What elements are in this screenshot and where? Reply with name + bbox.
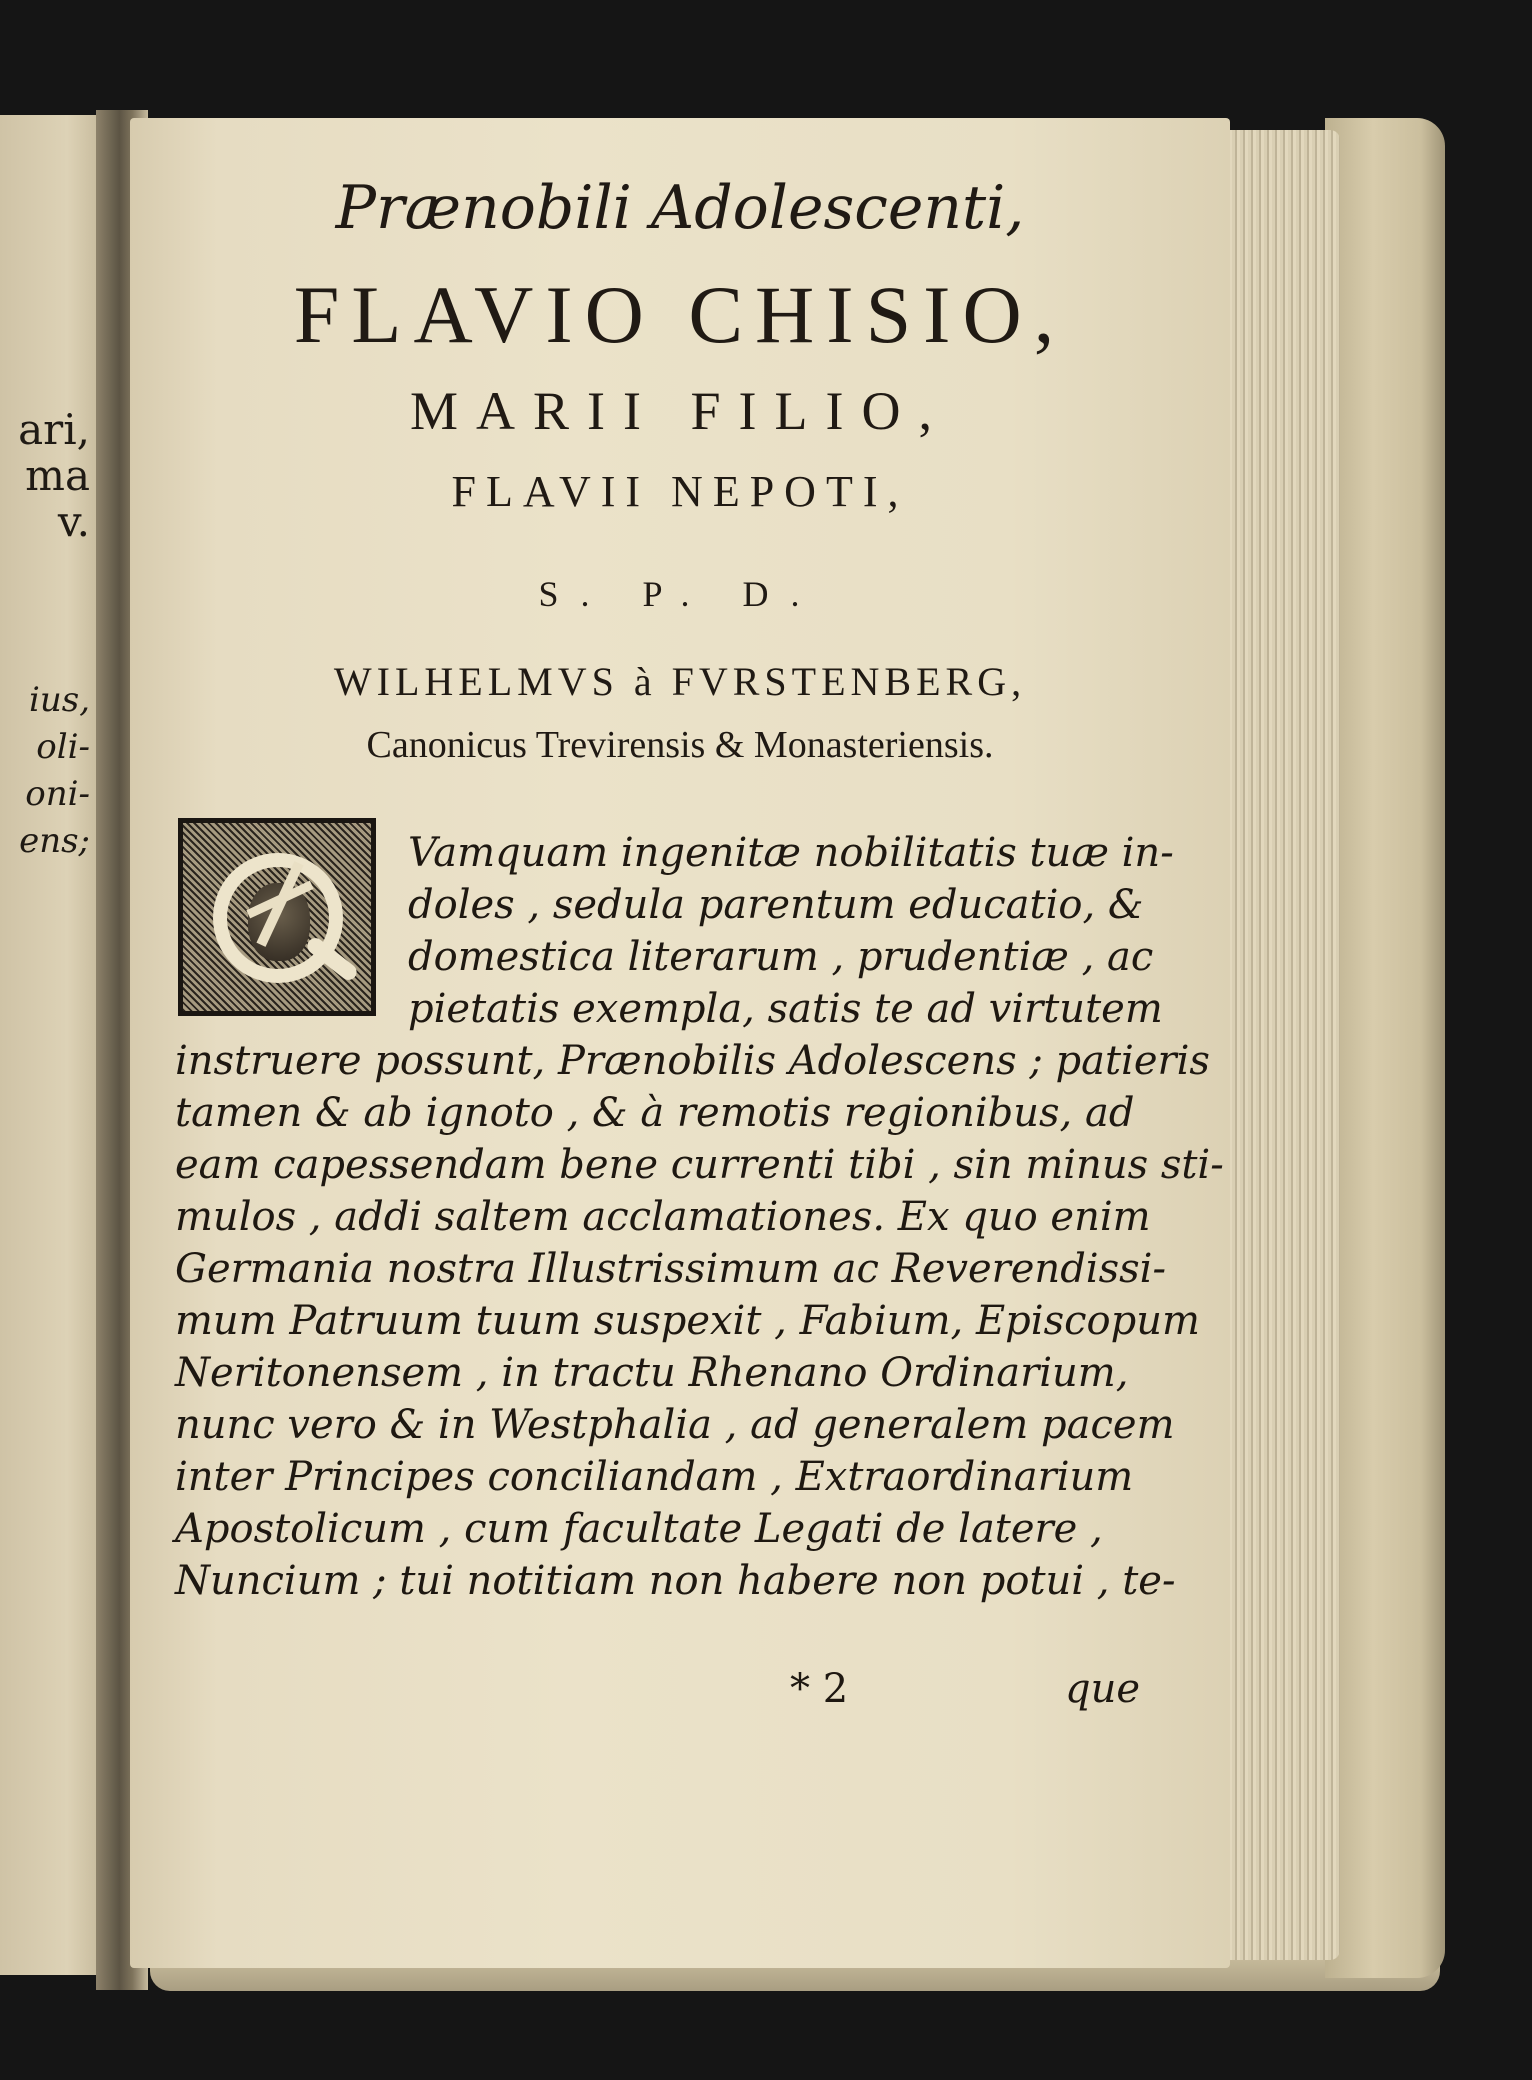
body-line: nunc vero & in Westphalia , ad generalem pacem (175, 1402, 1175, 1448)
left-page-fragment: ari, (18, 405, 90, 454)
body-line: Vamquam ingenitæ nobilitatis tuæ in- (408, 830, 1174, 876)
dedication-page (130, 118, 1230, 1968)
left-page-fragment: ma (25, 451, 90, 500)
dedicatee-grandfather: FLAVII NEPOTI, (451, 467, 909, 516)
body-line: Germania nostra Illustrissimum ac Reverendissi- (175, 1246, 1166, 1292)
dedicatee-name: FLAVIO CHISIO, (293, 269, 1067, 360)
vellum-cover (1325, 118, 1445, 1978)
dedication-heading: Prænobili Adolescenti, (335, 173, 1025, 243)
woodcut-initial-q-icon (178, 818, 376, 1016)
dedicatee-father: MARII FILIO, (410, 381, 950, 441)
body-line: mulos , addi saltem acclamationes. Ex quo enim (175, 1194, 1151, 1240)
body-line: pietatis exempla, satis te ad virtutem (408, 986, 1163, 1032)
body-line: domestica literarum , prudentiæ , ac (408, 934, 1154, 980)
left-page-fragment: ens; (19, 821, 90, 861)
author-name: WILHELMVS à FVRSTENBERG, (333, 659, 1027, 704)
body-line: Apostolicum , cum facultate Legati de latere , (175, 1506, 1103, 1552)
body-line: eam capessendam bene currenti tibi , sin minus sti- (175, 1142, 1224, 1188)
greeting-abbreviation: S. P. D. (538, 574, 822, 614)
left-page-fragment: v. (57, 497, 90, 546)
body-line: Nuncium ; tui notitiam non habere non potui , te- (175, 1558, 1176, 1604)
body-line: mum Patruum tuum suspexit , Fabium, Episcopum (175, 1298, 1200, 1344)
left-page-fragment: oni- (25, 774, 90, 814)
body-line: inter Principes conciliandam , Extraordinarium (175, 1454, 1134, 1500)
author-affiliation: Canonicus Trevirensis & Monasteriensis. (366, 724, 994, 766)
signature-mark: * 2 (790, 1666, 849, 1712)
body-line: instruere possunt, Prænobilis Adolescens ; patieris (175, 1038, 1210, 1084)
body-line: tamen & ab ignoto , & à remotis regionibus, ad (175, 1090, 1135, 1136)
left-page-fragment: oli- (36, 727, 90, 767)
catchword: que (1065, 1666, 1141, 1712)
body-line: Neritonensem , in tractu Rhenano Ordinarium, (175, 1350, 1129, 1396)
body-line: doles , sedula parentum educatio, & (408, 882, 1144, 928)
left-page-fragment: ius, (28, 680, 90, 720)
